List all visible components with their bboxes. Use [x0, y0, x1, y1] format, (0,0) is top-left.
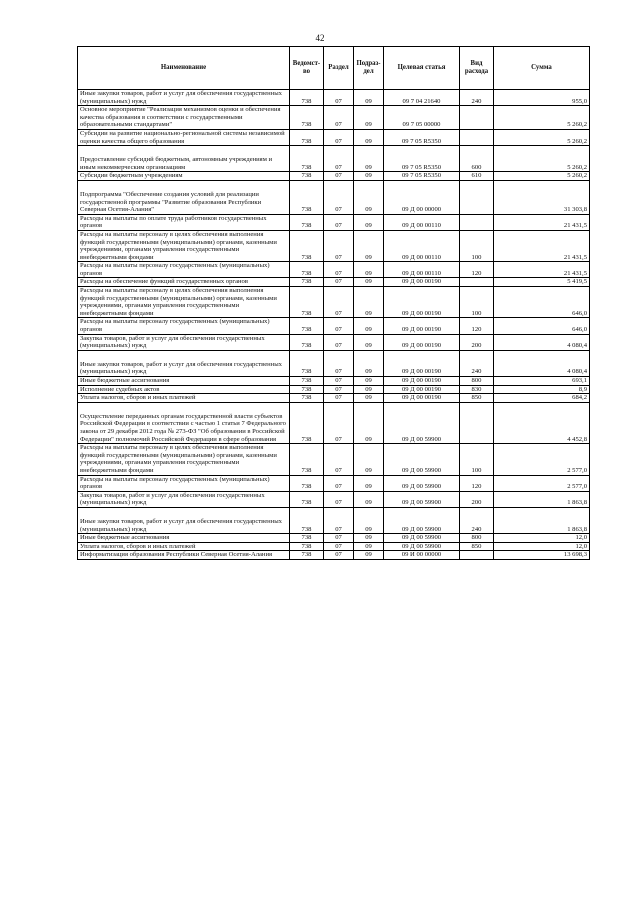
- cell-vid: [460, 402, 494, 443]
- cell-podrazdel: 09: [354, 129, 384, 145]
- cell-razdel: 07: [324, 262, 354, 278]
- cell-vid: 800: [460, 534, 494, 543]
- cell-podrazdel: 09: [354, 106, 384, 130]
- table-row: [78, 230, 590, 261]
- cell-podrazdel: 09: [354, 394, 384, 403]
- table-row: [78, 534, 590, 543]
- cell-razdel: 07: [324, 350, 354, 376]
- cell-razdel: 07: [324, 534, 354, 543]
- cell-name: Субсидии на развитие национально-региональной системы независимой оценки качества общего образования: [78, 129, 290, 145]
- cell-razdel: 07: [324, 334, 354, 350]
- cell-ved: 738: [290, 491, 324, 507]
- cell-podrazdel: 09: [354, 318, 384, 334]
- cell-summa: 5 260,2: [494, 106, 590, 130]
- cell-summa: 12,0: [494, 542, 590, 551]
- cell-razdel: 07: [324, 180, 354, 214]
- cell-podrazdel: 09: [354, 551, 384, 560]
- cell-vid: 100: [460, 230, 494, 261]
- cell-podrazdel: 09: [354, 350, 384, 376]
- cell-name: Закупка товаров, работ и услуг для обеспечения государственных (муниципальных) нужд: [78, 334, 290, 350]
- cell-name: Информатизация образования Республики Северная Осетия-Алания: [78, 551, 290, 560]
- cell-razdel: 07: [324, 542, 354, 551]
- cell-vid: 200: [460, 491, 494, 507]
- cell-podrazdel: 09: [354, 507, 384, 533]
- cell-statya: 09 Д 00 00000: [384, 180, 460, 214]
- cell-statya: 09 Д 00 59900: [384, 444, 460, 475]
- cell-ved: 738: [290, 172, 324, 181]
- cell-statya: 09 Д 00 00190: [384, 377, 460, 386]
- cell-vid: 610: [460, 172, 494, 181]
- cell-statya: 09 7 05 R5350: [384, 129, 460, 145]
- cell-statya: 09 Д 00 00190: [384, 278, 460, 287]
- cell-ved: 738: [290, 262, 324, 278]
- table-row: [78, 377, 590, 386]
- cell-vid: [460, 180, 494, 214]
- cell-summa: 646,0: [494, 318, 590, 334]
- cell-ved: 738: [290, 334, 324, 350]
- cell-podrazdel: 09: [354, 230, 384, 261]
- cell-razdel: 07: [324, 146, 354, 172]
- cell-razdel: 07: [324, 287, 354, 318]
- cell-name: Расходы на выплаты персоналу в целях обеспечения выполнения функций государственными (муниципальными) органами, казенными учреждениями, органами управления государственными внебюджетными фондами: [78, 287, 290, 318]
- cell-name: Иные бюджетные ассигнования: [78, 534, 290, 543]
- cell-summa: 21 431,5: [494, 262, 590, 278]
- page-number: 42: [315, 33, 325, 43]
- table-row: [78, 475, 590, 491]
- cell-vid: 240: [460, 90, 494, 106]
- cell-name: Осуществление переданных органам государственной власти субъектов Российской Федерации в соответствии с частью 1 статьи 7 Федерального закона от 29 декабря 2012 года № 273-ФЗ "Об образовании в Российской Федерации" полномочий Российской Федерации в сфере образования: [78, 402, 290, 443]
- cell-statya: 09 Д 00 00190: [384, 350, 460, 376]
- cell-razdel: 07: [324, 444, 354, 475]
- table-row: [78, 402, 590, 443]
- cell-vid: [460, 551, 494, 560]
- cell-vid: 120: [460, 262, 494, 278]
- cell-summa: 12,0: [494, 534, 590, 543]
- cell-summa: 955,0: [494, 90, 590, 106]
- table-row: [78, 318, 590, 334]
- column-header-statya: Целевая статья: [384, 47, 460, 90]
- cell-vid: 100: [460, 444, 494, 475]
- cell-vid: [460, 214, 494, 230]
- table-body: [78, 90, 590, 560]
- cell-podrazdel: 09: [354, 377, 384, 386]
- cell-summa: 646,0: [494, 287, 590, 318]
- cell-podrazdel: 09: [354, 214, 384, 230]
- cell-summa: 2 577,0: [494, 475, 590, 491]
- cell-statya: 09 Д 00 00190: [384, 334, 460, 350]
- cell-summa: 5 260,2: [494, 146, 590, 172]
- cell-statya: 09 7 04 21640: [384, 90, 460, 106]
- cell-vid: 120: [460, 318, 494, 334]
- cell-name: Иные бюджетные ассигнования: [78, 377, 290, 386]
- cell-podrazdel: 09: [354, 287, 384, 318]
- cell-podrazdel: 09: [354, 534, 384, 543]
- cell-razdel: 07: [324, 551, 354, 560]
- cell-ved: 738: [290, 106, 324, 130]
- table-row: [78, 278, 590, 287]
- cell-summa: 8,9: [494, 385, 590, 394]
- cell-name: Закупка товаров, работ и услуг для обеспечения государственных (муниципальных) нужд: [78, 491, 290, 507]
- cell-vid: 600: [460, 146, 494, 172]
- cell-summa: 1 863,8: [494, 491, 590, 507]
- cell-summa: 4 080,4: [494, 350, 590, 376]
- cell-razdel: 07: [324, 230, 354, 261]
- cell-vid: [460, 278, 494, 287]
- cell-ved: 738: [290, 146, 324, 172]
- cell-summa: 21 431,5: [494, 214, 590, 230]
- cell-razdel: 07: [324, 377, 354, 386]
- cell-statya: 09 Д 00 59900: [384, 507, 460, 533]
- cell-name: Расходы на выплаты по оплате труда работников государственных органов: [78, 214, 290, 230]
- cell-name: Подпрограмма "Обеспечение создания условий для реализации государственной программы "Развитие образования Республики Северная Осетия-Алания": [78, 180, 290, 214]
- cell-statya: 09 И 00 00000: [384, 551, 460, 560]
- table-row: [78, 491, 590, 507]
- table-row: [78, 262, 590, 278]
- cell-razdel: 07: [324, 106, 354, 130]
- cell-statya: 09 Д 00 00190: [384, 318, 460, 334]
- cell-vid: 120: [460, 475, 494, 491]
- cell-name: Расходы на выплаты персоналу в целях обеспечения выполнения функций государственными (муниципальными) органами, казенными учреждениями, органами управления государственными внебюджетными фондами: [78, 230, 290, 261]
- cell-podrazdel: 09: [354, 180, 384, 214]
- cell-razdel: 07: [324, 402, 354, 443]
- cell-razdel: 07: [324, 394, 354, 403]
- cell-vid: 100: [460, 287, 494, 318]
- cell-name: Субсидии бюджетным учреждениям: [78, 172, 290, 181]
- cell-razdel: 07: [324, 129, 354, 145]
- cell-razdel: 07: [324, 475, 354, 491]
- cell-podrazdel: 09: [354, 90, 384, 106]
- cell-name: Основное мероприятие "Реализация механизмов оценки и обеспечения качества образования в соответствии с государственными образовательными стандартами": [78, 106, 290, 130]
- cell-statya: 09 7 05 00000: [384, 106, 460, 130]
- cell-ved: 738: [290, 287, 324, 318]
- cell-name: Предоставление субсидий бюджетным, автономным учреждениям и иным некоммерческим организациям: [78, 146, 290, 172]
- cell-summa: 4 080,4: [494, 334, 590, 350]
- column-header-name: Наименование: [78, 47, 290, 90]
- cell-ved: 738: [290, 230, 324, 261]
- cell-ved: 738: [290, 534, 324, 543]
- cell-ved: 738: [290, 350, 324, 376]
- cell-name: Расходы на обеспечение функций государственных органов: [78, 278, 290, 287]
- cell-razdel: 07: [324, 90, 354, 106]
- column-header-podrazdel: Подраз-дел: [354, 47, 384, 90]
- cell-razdel: 07: [324, 278, 354, 287]
- cell-vid: 200: [460, 334, 494, 350]
- cell-podrazdel: 09: [354, 278, 384, 287]
- column-header-razdel: Раздел: [324, 47, 354, 90]
- cell-summa: 693,1: [494, 377, 590, 386]
- cell-statya: 09 Д 00 00190: [384, 385, 460, 394]
- cell-summa: 13 698,3: [494, 551, 590, 560]
- cell-vid: 850: [460, 394, 494, 403]
- cell-razdel: 07: [324, 172, 354, 181]
- cell-name: Расходы на выплаты персоналу государственных (муниципальных) органов: [78, 262, 290, 278]
- table-row: [78, 129, 590, 145]
- cell-name: Расходы на выплаты персоналу в целях обеспечения выполнения функций государственными (муниципальными) органами, казенными учреждениями, органами управления государственными внебюджетными фондами: [78, 444, 290, 475]
- cell-name: Уплата налогов, сборов и иных платежей: [78, 542, 290, 551]
- cell-summa: 5 260,2: [494, 172, 590, 181]
- cell-ved: 738: [290, 402, 324, 443]
- cell-podrazdel: 09: [354, 385, 384, 394]
- cell-podrazdel: 09: [354, 444, 384, 475]
- table-row: [78, 350, 590, 376]
- cell-podrazdel: 09: [354, 402, 384, 443]
- cell-razdel: 07: [324, 214, 354, 230]
- cell-statya: 09 Д 00 59900: [384, 491, 460, 507]
- table-row: [78, 287, 590, 318]
- cell-ved: 738: [290, 394, 324, 403]
- table-row: [78, 106, 590, 130]
- cell-statya: 09 Д 00 59900: [384, 402, 460, 443]
- cell-podrazdel: 09: [354, 542, 384, 551]
- cell-ved: 738: [290, 507, 324, 533]
- cell-statya: 09 Д 00 59900: [384, 534, 460, 543]
- table-row: [78, 385, 590, 394]
- cell-ved: 738: [290, 90, 324, 106]
- cell-ved: 738: [290, 180, 324, 214]
- cell-summa: 5 260,2: [494, 129, 590, 145]
- cell-name: Иные закупки товаров, работ и услуг для обеспечения государственных (муниципальных) нужд: [78, 507, 290, 533]
- cell-ved: 738: [290, 377, 324, 386]
- cell-summa: 21 431,5: [494, 230, 590, 261]
- table-row: [78, 334, 590, 350]
- cell-vid: 850: [460, 542, 494, 551]
- cell-name: Иные закупки товаров, работ и услуг для обеспечения государственных (муниципальных) нужд: [78, 350, 290, 376]
- cell-name: Иные закупки товаров, работ и услуг для обеспечения государственных (муниципальных) нужд: [78, 90, 290, 106]
- cell-podrazdel: 09: [354, 172, 384, 181]
- cell-ved: 738: [290, 475, 324, 491]
- cell-vid: 240: [460, 350, 494, 376]
- cell-ved: 738: [290, 542, 324, 551]
- budget-table: [77, 46, 590, 560]
- cell-ved: 738: [290, 551, 324, 560]
- cell-ved: 738: [290, 278, 324, 287]
- cell-name: Исполнение судебных актов: [78, 385, 290, 394]
- table-row: [78, 394, 590, 403]
- cell-vid: 800: [460, 377, 494, 386]
- cell-statya: 09 Д 00 59900: [384, 475, 460, 491]
- cell-podrazdel: 09: [354, 491, 384, 507]
- cell-summa: 4 452,8: [494, 402, 590, 443]
- cell-vid: 830: [460, 385, 494, 394]
- cell-podrazdel: 09: [354, 475, 384, 491]
- cell-razdel: 07: [324, 491, 354, 507]
- cell-name: Уплата налогов, сборов и иных платежей: [78, 394, 290, 403]
- cell-razdel: 07: [324, 385, 354, 394]
- column-header-vid: Вид расхода: [460, 47, 494, 90]
- table-row: [78, 551, 590, 560]
- table-row: [78, 180, 590, 214]
- cell-ved: 738: [290, 385, 324, 394]
- cell-summa: 2 577,0: [494, 444, 590, 475]
- table-row: [78, 444, 590, 475]
- cell-statya: 09 7 05 R5350: [384, 172, 460, 181]
- cell-razdel: 07: [324, 507, 354, 533]
- cell-razdel: 07: [324, 318, 354, 334]
- table-row: [78, 172, 590, 181]
- cell-statya: 09 Д 00 00110: [384, 214, 460, 230]
- cell-statya: 09 Д 00 00110: [384, 230, 460, 261]
- table-header-row: [78, 47, 590, 90]
- cell-ved: 738: [290, 129, 324, 145]
- cell-statya: 09 Д 00 00190: [384, 394, 460, 403]
- cell-podrazdel: 09: [354, 334, 384, 350]
- column-header-ved: Ведомст-во: [290, 47, 324, 90]
- cell-statya: 09 Д 00 59900: [384, 542, 460, 551]
- cell-vid: [460, 106, 494, 130]
- cell-ved: 738: [290, 444, 324, 475]
- cell-name: Расходы на выплаты персоналу государственных (муниципальных) органов: [78, 318, 290, 334]
- column-header-summa: Сумма: [494, 47, 590, 90]
- cell-summa: 31 303,8: [494, 180, 590, 214]
- cell-summa: 1 863,8: [494, 507, 590, 533]
- cell-statya: 09 7 05 R5350: [384, 146, 460, 172]
- cell-statya: 09 Д 00 00110: [384, 262, 460, 278]
- cell-podrazdel: 09: [354, 146, 384, 172]
- cell-summa: 5 419,5: [494, 278, 590, 287]
- cell-ved: 738: [290, 214, 324, 230]
- cell-statya: 09 Д 00 00190: [384, 287, 460, 318]
- table-row: [78, 507, 590, 533]
- cell-vid: 240: [460, 507, 494, 533]
- cell-vid: [460, 129, 494, 145]
- table-row: [78, 214, 590, 230]
- table-row: [78, 146, 590, 172]
- table-row: [78, 542, 590, 551]
- cell-podrazdel: 09: [354, 262, 384, 278]
- table-row: [78, 90, 590, 106]
- cell-ved: 738: [290, 318, 324, 334]
- cell-summa: 684,2: [494, 394, 590, 403]
- cell-name: Расходы на выплаты персоналу государственных (муниципальных) органов: [78, 475, 290, 491]
